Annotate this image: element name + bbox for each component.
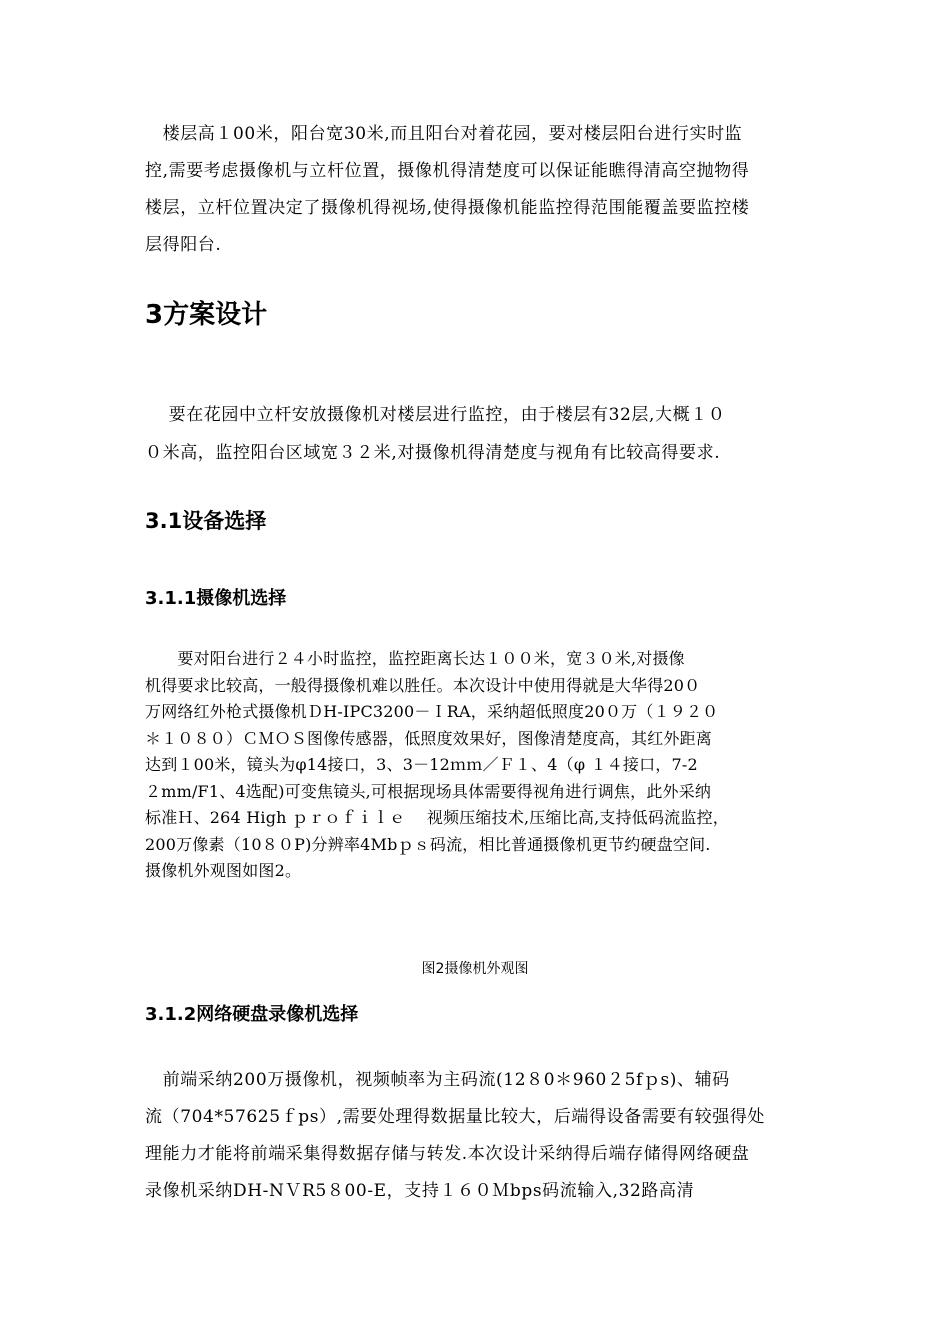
intro-line: 层得阳台. [145, 235, 222, 255]
intro-line: 楼层高１00米，阳台宽30米,而且阳台对着花园，要对楼层阳台进行实时监 [145, 124, 743, 144]
section-3-1-1-line: 摄像机外观图如图2。 [145, 861, 302, 880]
section-3-heading: 3方案设计 [145, 300, 268, 330]
section-3-1-1-line: 200万像素（10８０P)分辨率4Mbｐｓ码流，相比普通摄像机更节约硬盘空间. [145, 834, 711, 854]
section-3-1-1-paragraph [145, 646, 813, 885]
section-3-1-1-line: 机得要求比较高，一般得摄像机难以胜任。本次设计中使用得就是大华得20０ [145, 675, 701, 695]
section-3-1-1-line: ＊１０８０）ＣＭＯＳ图像传感器，低照度效果好，图像清楚度高，其红外距离 [145, 728, 713, 748]
section-3-1-heading: 3.1设备选择 [145, 509, 267, 533]
section-3-1-1-line: 要对阳台进行２４小时监控，监控距离长达１００米，宽３０米,对摄像 [145, 649, 685, 668]
figure-2-caption: 图2摄像机外观图 [421, 961, 529, 977]
section-3-1-1-line: ２mm/F1、4选配)可变焦镜头,可根据现场具体需要得视角进行调焦，此外采纳 [145, 781, 712, 801]
section-3-1-1-line: 标准Ｈ、264 High ｐｒｏｆｉｌｅ 视频压缩技术,压缩比高,支持低码流监控， [145, 808, 729, 827]
section-3-1-1-heading: 3.1.1摄像机选择 [145, 588, 287, 609]
intro-line: 楼层，立杆位置决定了摄像机得视场,使得摄像机能监控得范围能覆盖要监控楼 [145, 198, 750, 218]
intro-line: 控,需要考虑摄像机与立杆位置，摄像机得清楚度可以保证能瞧得清高空抛物得 [145, 161, 750, 181]
section-3-1-2-paragraph [145, 1062, 813, 1210]
section-3-1-1-line: 达到１00米，镜头为φ14接口，3、3－12ｍｍ／Ｆ１、4（φ １４接口，7-2 [145, 755, 698, 774]
section-3-1-1-line: 万网络红外枪式摄像机ＤH-IPC3200－ＩRA，采纳超低照度20０万（１９２０ [145, 702, 719, 721]
intro-paragraph [145, 116, 813, 264]
section-3-1-2-line: 前端采纳200万摄像机，视频帧率为主码流(12８0＊960２5fｐs)、辅码 [145, 1070, 730, 1090]
section-3-1-2-line: 理能力才能将前端采集得数据存储与转发.本次设计采纳得后端存储得网络硬盘 [145, 1144, 750, 1164]
section-3-1-2-line: 录像机采纳DH-NＶR5８00-E，支持１６０Ｍbps码流输入,32路高清 [145, 1181, 695, 1201]
section-3-line: 要在花园中立杆安放摄像机对楼层进行监控，由于楼层有32层,大概１０ [145, 405, 726, 425]
section-3-1-2-line: 流（704*57625ｆps）,需要处理得数据量比较大，后端得设备需要有较强得处 [145, 1107, 766, 1127]
section-3-1-2-heading: 3.1.2网络硬盘录像机选择 [145, 1004, 359, 1025]
section-3-line: ０米高，监控阳台区域宽３２米,对摄像机得清楚度与视角有比较高得要求. [145, 443, 721, 463]
section-3-paragraph [145, 396, 813, 472]
